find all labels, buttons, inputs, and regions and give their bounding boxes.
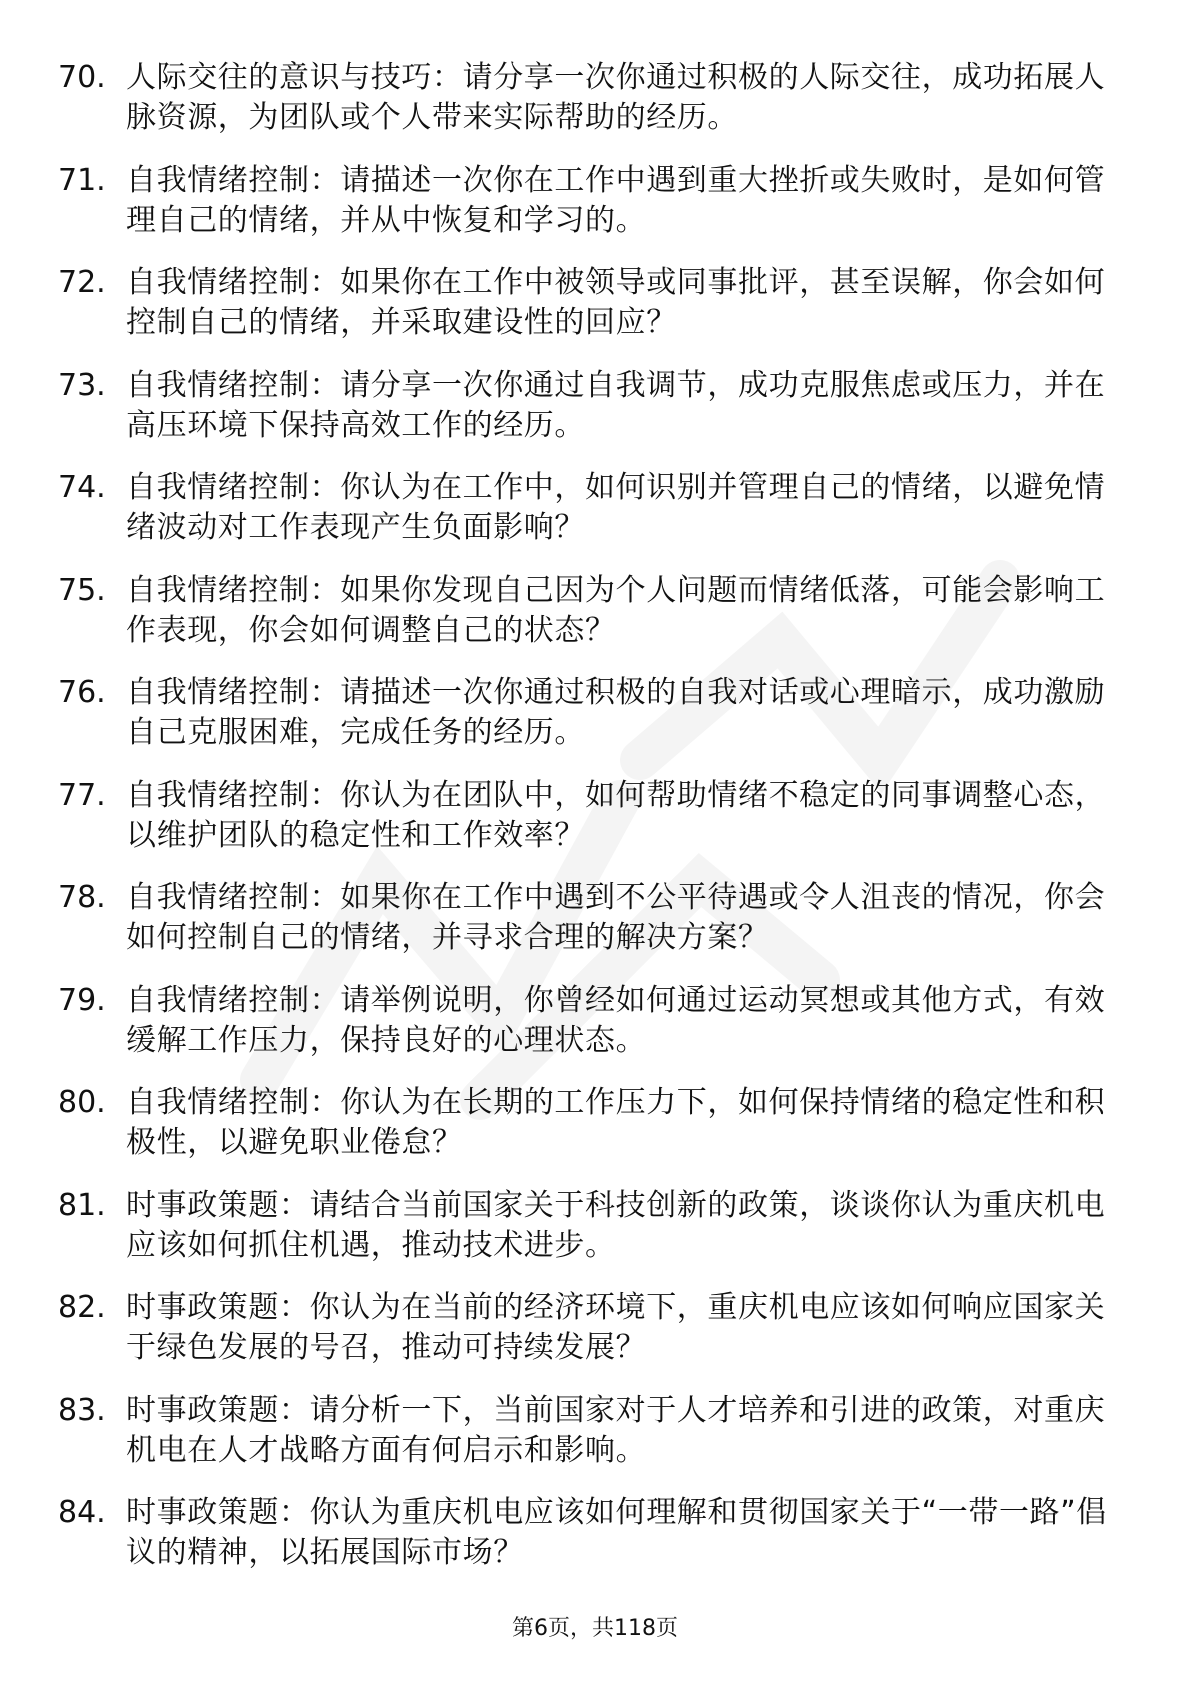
question-item [58, 1493, 1118, 1596]
question-text: 自我情绪控制：如果你发现自己因为个人问题而情绪低落，可能会影响工作表现，你会如何调整自己的状态？ [126, 572, 1106, 648]
question-text: 自我情绪控制：如果你在工作中遇到不公平待遇或令人沮丧的情况，你会如何控制自己的情绪，并寻求合理的解决方案？ [126, 880, 1106, 955]
question-item [58, 776, 1118, 879]
question-item [58, 981, 1118, 1084]
question-item [58, 878, 1118, 981]
question-text: 时事政策题：请结合当前国家关于科技创新的政策，谈谈你认为重庆机电应该如何抓住机遇，推动技术进步。 [126, 1187, 1106, 1263]
question-number: 72. [58, 265, 106, 300]
question-number: 74. [58, 470, 106, 505]
question-text: 时事政策题：你认为重庆机电应该如何理解和贯彻国家关于“一带一路”倡议的精神，以拓展国际市场？ [126, 1495, 1107, 1570]
question-item [58, 1288, 1118, 1391]
question-number: 83. [58, 1392, 106, 1428]
question-text: 人际交往的意识与技巧：请分享一次你通过积极的人际交往，成功拓展人脉资源，为团队或个人带来实际帮助的经历。 [126, 60, 1106, 135]
question-text: 自我情绪控制：请描述一次你通过积极的自我对话或心理暗示，成功激励自己克服困难，完成任务的经历。 [126, 675, 1106, 750]
question-text: 自我情绪控制：你认为在工作中，如何识别并管理自己的情绪，以避免情绪波动对工作表现产生负面影响？ [126, 470, 1106, 545]
question-number: 81. [58, 1187, 106, 1223]
question-number: 78. [58, 880, 106, 915]
question-number: 70. [58, 60, 106, 95]
question-text: 自我情绪控制：请举例说明，你曾经如何通过运动冥想或其他方式，有效缓解工作压力，保持良好的心理状态。 [126, 982, 1106, 1058]
question-text: 自我情绪控制：请分享一次你通过自我调节，成功克服焦虑或压力，并在高压环境下保持高效工作的经历。 [126, 367, 1106, 443]
question-text: 时事政策题：请分析一下，当前国家对于人才培养和引进的政策，对重庆机电在人才战略方面有何启示和影响。 [126, 1392, 1106, 1468]
question-item [58, 571, 1118, 674]
question-list [58, 58, 1118, 1596]
question-number: 75. [58, 572, 106, 608]
question-text: 自我情绪控制：你认为在团队中，如何帮助情绪不稳定的同事调整心态，以维护团队的稳定性和工作效率？ [126, 777, 1106, 853]
question-text: 自我情绪控制：如果你在工作中被领导或同事批评，甚至误解，你会如何控制自己的情绪，并采取建设性的回应？ [126, 265, 1106, 340]
question-text: 自我情绪控制：你认为在长期的工作压力下，如何保持情绪的稳定性和积极性，以避免职业倦怠？ [126, 1085, 1106, 1160]
question-number: 80. [58, 1085, 106, 1120]
question-item [58, 1186, 1118, 1289]
question-item [58, 263, 1118, 366]
question-item [58, 468, 1118, 571]
question-number: 71. [58, 162, 106, 198]
question-item [58, 1083, 1118, 1186]
question-item [58, 161, 1118, 264]
question-number: 79. [58, 982, 106, 1018]
question-number: 73. [58, 367, 106, 403]
question-number: 82. [58, 1290, 106, 1325]
question-number: 77. [58, 777, 106, 813]
question-item [58, 1391, 1118, 1494]
page-footer: 第6页，共118页 [512, 1616, 678, 1641]
question-item [58, 366, 1118, 469]
question-text: 时事政策题：你认为在当前的经济环境下，重庆机电应该如何响应国家关于绿色发展的号召，推动可持续发展？ [126, 1290, 1106, 1365]
question-item [58, 58, 1118, 161]
question-number: 84. [58, 1495, 106, 1530]
question-text: 自我情绪控制：请描述一次你在工作中遇到重大挫折或失败时，是如何管理自己的情绪，并从中恢复和学习的。 [126, 162, 1106, 238]
question-number: 76. [58, 675, 106, 710]
question-item [58, 673, 1118, 776]
